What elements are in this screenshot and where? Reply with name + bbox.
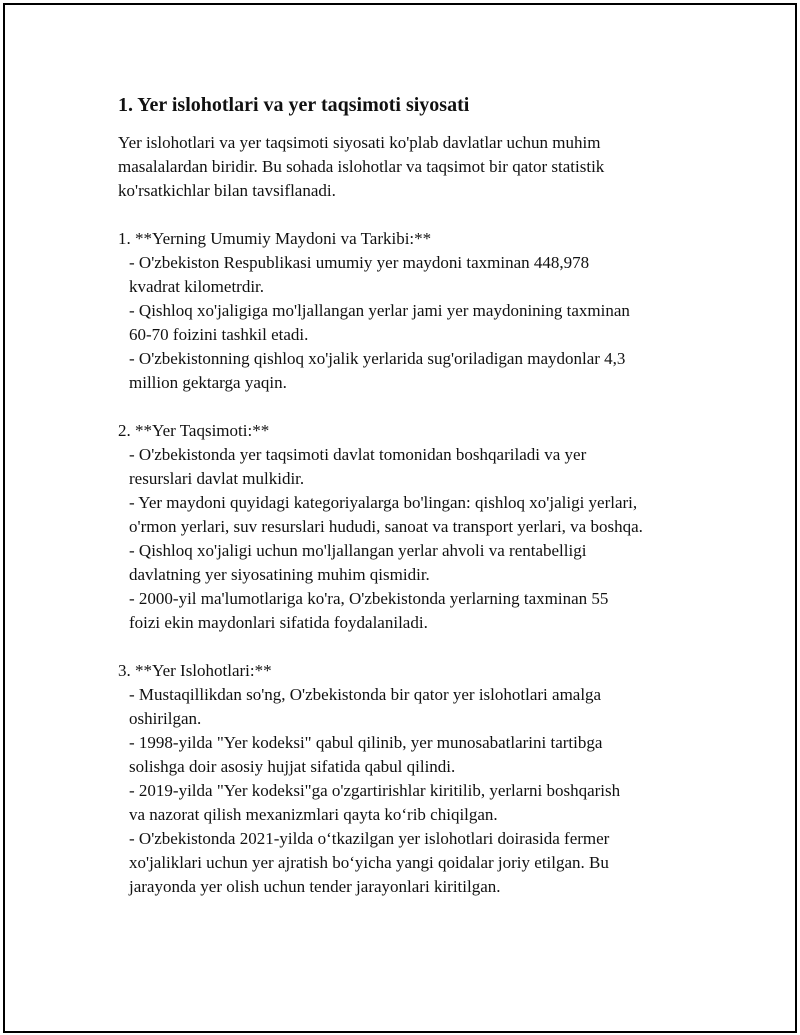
list-item (118, 443, 718, 491)
list-item-line: oshirilgan. (129, 709, 202, 728)
section-land-reforms (118, 659, 718, 899)
list-item (118, 587, 718, 635)
list-item-line: million gektarga yaqin. (129, 373, 287, 392)
list-item-line: davlatning yer siyosatining muhim qismidir. (129, 565, 430, 584)
list-item (118, 539, 718, 587)
document-body (118, 91, 718, 899)
list-item-line: foizi ekin maydonlari sifatida foydalaniladi. (129, 613, 428, 632)
list-item-line: - O'zbekistonning qishloq xo'jalik yerlarida sug'oriladigan maydonlar 4,3 (129, 349, 626, 368)
section-land-area (118, 227, 718, 395)
list-item-line: va nazorat qilish mexanizmlari qayta ko‘rib chiqilgan. (129, 805, 498, 824)
intro-line: ko'rsatkichlar bilan tavsiflanadi. (118, 181, 336, 200)
list-item (118, 251, 718, 299)
list-item-line: kvadrat kilometrdir. (129, 277, 265, 296)
list-item-line: - 2019-yilda "Yer kodeksi"ga o'zgartirishlar kiritilib, yerlarni boshqarish (129, 781, 621, 800)
intro-paragraph (118, 131, 718, 203)
section-title: 2. **Yer Taqsimoti:** (118, 421, 270, 440)
list-item-line: - O'zbekistonda 2021-yilda o‘tkazilgan yer islohotlari doirasida fermer (129, 829, 610, 848)
list-item-line: - Yer maydoni quyidagi kategoriyalarga bo'lingan: qishloq xo'jaligi yerlari, (129, 493, 638, 512)
intro-line: masalalardan biridir. Bu sohada islohotlar va taqsimot bir qator statistik (118, 157, 605, 176)
section-title: 1. **Yerning Umumiy Maydoni va Tarkibi:** (118, 229, 432, 248)
list-item (118, 299, 718, 347)
list-item-line: - 1998-yilda "Yer kodeksi" qabul qilinib, yer munosabatlarini tartibga (129, 733, 603, 752)
list-item-line: - Mustaqillikdan so'ng, O'zbekistonda bir qator yer islohotlari amalga (129, 685, 602, 704)
section-title: 3. **Yer Islohotlari:** (118, 661, 272, 680)
page-title: 1. Yer islohotlari va yer taqsimoti siyosati (118, 94, 470, 116)
list-item-line: solishga doir asosiy hujjat sifatida qabul qilindi. (129, 757, 456, 776)
list-item (118, 683, 718, 731)
list-item-line: jarayonda yer olish uchun tender jarayonlari kiritilgan. (129, 877, 501, 896)
list-item (118, 731, 718, 779)
list-item-line: - Qishloq xo'jaligiga mo'ljallangan yerlar jami yer maydonining taxminan (129, 301, 630, 320)
list-item (118, 347, 718, 395)
list-item-line: - O'zbekistonda yer taqsimoti davlat tomonidan boshqariladi va yer (129, 445, 587, 464)
intro-line: Yer islohotlari va yer taqsimoti siyosati ko'plab davlatlar uchun muhim (118, 133, 601, 152)
list-item (118, 779, 718, 827)
list-item (118, 827, 718, 899)
list-item-line: resurslari davlat mulkidir. (129, 469, 305, 488)
list-item-line: xo'jaliklari uchun yer ajratish bo‘yicha yangi qoidalar joriy etilgan. Bu (129, 853, 609, 872)
list-item (118, 491, 718, 539)
list-item-line: - Qishloq xo'jaligi uchun mo'ljallangan yerlar ahvoli va rentabelligi (129, 541, 587, 560)
section-land-distribution (118, 419, 718, 635)
list-item-line: 60-70 foizini tashkil etadi. (129, 325, 309, 344)
list-item-line: - O'zbekiston Respublikasi umumiy yer maydoni taxminan 448,978 (129, 253, 590, 272)
list-item-line: - 2000-yil ma'lumotlariga ko'ra, O'zbekistonda yerlarning taxminan 55 (129, 589, 609, 608)
list-item-line: o'rmon yerlari, suv resurslari hududi, sanoat va transport yerlari, va boshqa. (129, 517, 643, 536)
